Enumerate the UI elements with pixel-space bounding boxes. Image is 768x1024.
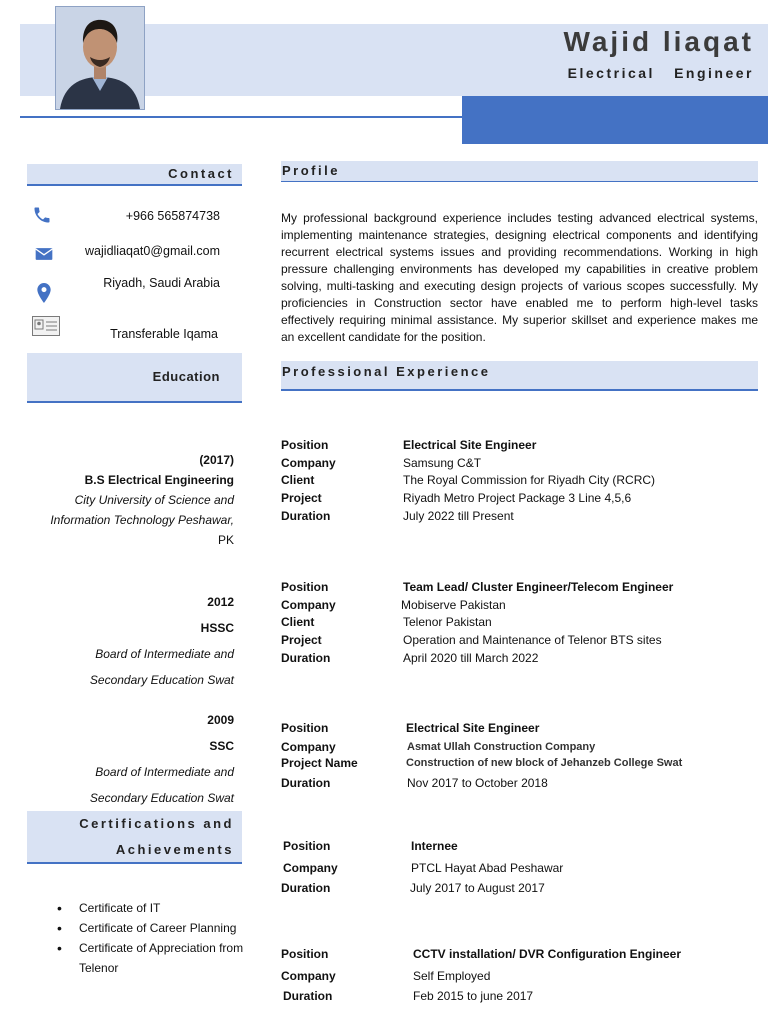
candidate-name: Wajid liaqat <box>563 26 754 57</box>
location-pin-icon <box>34 282 54 302</box>
job-company: PTCL Hayat Abad Peshawar <box>411 861 564 875</box>
avatar-icon <box>56 7 144 109</box>
job-label-company: Company <box>283 861 338 875</box>
phone-number[interactable]: +966 565874738 <box>125 209 220 223</box>
job-label-duration: Duration <box>281 651 331 665</box>
job-project: Operation and Maintenance of Telenor BTS sites <box>403 633 662 647</box>
candidate-title: Electrical Engineer <box>567 65 754 81</box>
profile-section-header <box>281 161 758 182</box>
job-label-company: Company <box>281 969 336 983</box>
job-company: Asmat Ullah Construction Company <box>407 741 596 753</box>
job-duration: Nov 2017 to October 2018 <box>407 776 548 790</box>
job-label-project: Project <box>281 633 322 647</box>
list-item: • Certificate of IT <box>55 898 255 918</box>
job-company: Mobiserve Pakistan <box>401 598 506 612</box>
job-label-duration: Duration <box>283 989 333 1003</box>
edu-institution-line: PK <box>217 533 234 547</box>
contact-heading: Contact <box>168 166 234 181</box>
job-duration: July 2022 till Present <box>403 509 514 523</box>
job-duration: July 2017 to August 2017 <box>410 881 545 895</box>
job-label-client: Client <box>281 615 315 629</box>
certifications-heading-line2: Achievements <box>115 842 234 857</box>
location-text: Riyadh, Saudi Arabia <box>103 276 220 290</box>
job-position: Internee <box>411 839 458 853</box>
certifications-heading-line1: Certifications and <box>79 816 234 831</box>
edu-year: 2012 <box>207 595 234 609</box>
edu-institution-line: City University of Science and <box>74 493 234 507</box>
job-duration: April 2020 till March 2022 <box>403 651 539 665</box>
certifications-list <box>55 898 255 978</box>
profile-text: My professional background experience includes testing advanced electrical systems, implementing maintenance strategies, designing electrical components and identifying recurrent electrical systems issues and providing recommendations. Working in high pressure challenging environments has developed my capabilities in creative problem solving, multi-tasking and executing design projects of various scopes successfully. My proficiencies in Construction sector have enabled me to perform high-level tasks effectively requiring minimal assistance. My superior skillset and experience makes me an excellent candidate for the position. <box>281 211 758 344</box>
edu-degree: HSSC <box>200 621 234 635</box>
experience-heading: Professional Experience <box>282 364 491 379</box>
job-duration: Feb 2015 to june 2017 <box>413 989 534 1003</box>
job-client: The Royal Commission for Riyadh City (RCRC) <box>403 473 656 487</box>
job-project: Riyadh Metro Project Package 3 Line 4,5,6 <box>403 491 632 505</box>
job-label-duration: Duration <box>281 881 331 895</box>
job-company: Self Employed <box>413 969 491 983</box>
job-label-position: Position <box>281 438 329 452</box>
header-divider <box>20 116 462 118</box>
job-label-position: Position <box>283 839 331 853</box>
job-position: Electrical Site Engineer <box>406 721 540 735</box>
profile-photo <box>55 6 145 110</box>
edu-institution-line: Secondary Education Swat <box>89 673 234 687</box>
education-heading: Education <box>152 369 220 384</box>
education-item-ssc <box>90 707 234 811</box>
edu-degree: SSC <box>209 739 234 753</box>
list-item: • Certificate of Appreciation from Telenor <box>55 938 255 978</box>
profile-heading: Profile <box>282 163 340 178</box>
job-label-project: Project <box>281 491 322 505</box>
edu-institution-line: Information Technology Peshawar, <box>50 513 234 527</box>
email-address[interactable]: wajidliaqat0@gmail.com <box>85 244 220 258</box>
edu-institution-line: Secondary Education Swat <box>89 791 234 805</box>
job-project: Construction of new block of Jehanzeb College Swat <box>406 757 683 769</box>
job-company: Samsung C&T <box>403 456 482 470</box>
contact-section-header <box>27 164 242 186</box>
education-item-bs <box>50 450 234 550</box>
job-label-company: Company <box>281 598 336 612</box>
job-label-project-name: Project Name <box>281 756 358 770</box>
job-position: Electrical Site Engineer <box>403 438 537 452</box>
education-section-header <box>27 353 242 403</box>
job-position: CCTV installation/ DVR Configuration Engineer <box>413 947 682 961</box>
job-label-duration: Duration <box>281 509 331 523</box>
list-item: • Certificate of Career Planning <box>55 918 255 938</box>
experience-section-header <box>281 361 758 391</box>
edu-degree: B.S Electrical Engineering <box>84 473 234 487</box>
phone-icon <box>32 205 52 225</box>
job-label-position: Position <box>281 721 329 735</box>
id-card-icon <box>32 316 60 336</box>
job-label-company: Company <box>281 456 336 470</box>
job-label-company: Company <box>281 740 336 754</box>
iqama-text: Transferable Iqama <box>110 327 218 341</box>
job-label-position: Position <box>281 580 329 594</box>
job-client: Telenor Pakistan <box>403 615 492 629</box>
job-position: Team Lead/ Cluster Engineer/Telecom Engineer <box>403 580 674 594</box>
job-label-position: Position <box>281 947 329 961</box>
edu-institution-line: Board of Intermediate and <box>95 647 234 661</box>
education-item-hssc <box>90 589 234 693</box>
header-accent-block <box>462 96 768 144</box>
edu-year: 2009 <box>207 713 234 727</box>
job-label-duration: Duration <box>281 776 331 790</box>
edu-year: (2017) <box>199 453 234 467</box>
job-label-client: Client <box>281 473 315 487</box>
certifications-section-header <box>27 811 242 864</box>
email-icon <box>34 244 54 264</box>
edu-institution-line: Board of Intermediate and <box>95 765 234 779</box>
